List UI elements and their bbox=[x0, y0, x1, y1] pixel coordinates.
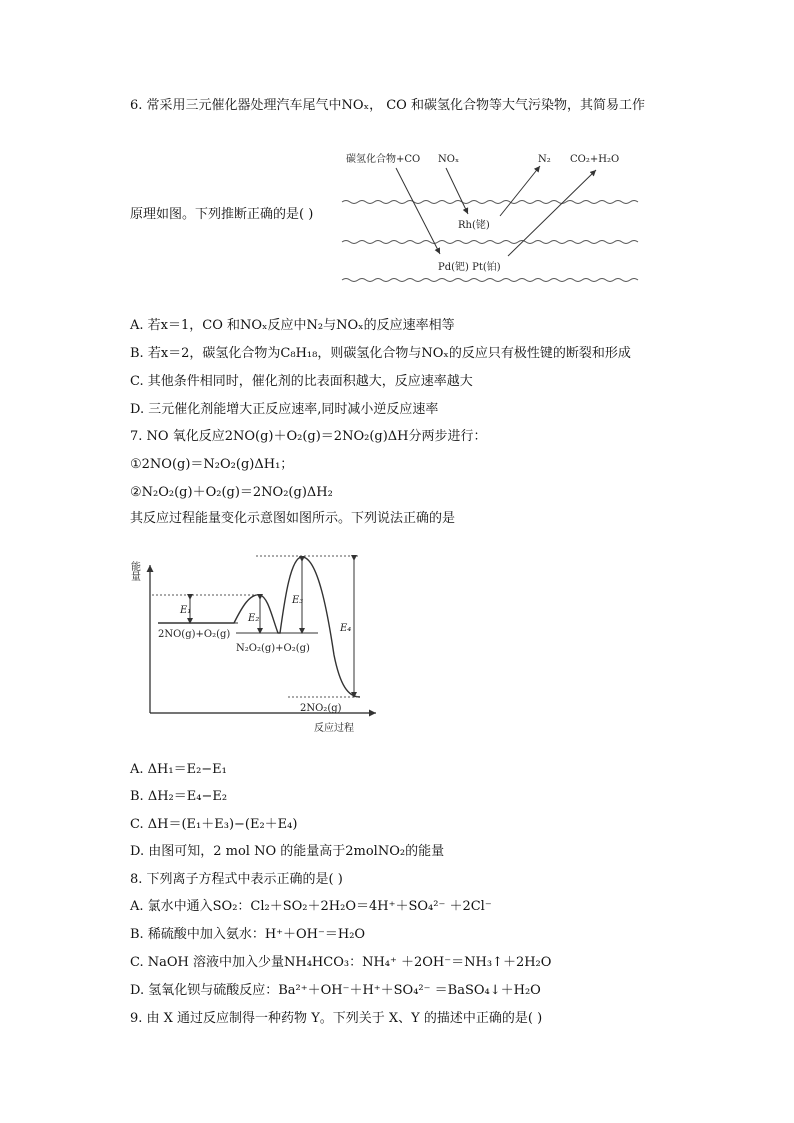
arrow-pt-to-co2-h2o bbox=[508, 170, 596, 256]
q8-option-a: A. 氯水中通入SO₂：Cl₂＋SO₂＋2H₂O＝4H⁺＋SO₄²⁻ ＋2Cl⁻ bbox=[130, 899, 492, 914]
q7-step2: ②N₂O₂(g)＋O₂(g)＝2NO₂(g)ΔH₂ bbox=[130, 485, 333, 500]
label-nox: NOₓ bbox=[438, 154, 460, 165]
q8-option-b: B. 稀硫酸中加入氨水：H⁺＋OH⁻＝H₂O bbox=[130, 927, 366, 942]
q7-option-c: C. ΔH＝(E₁＋E₃)−(E₂＋E₄) bbox=[130, 817, 298, 832]
q7-stem-line1: 7. NO 氧化反应2NO(g)＋O₂(g)＝2NO₂(g)ΔH分两步进行： bbox=[130, 429, 487, 444]
label-intermediate: N₂O₂(g)+O₂(g) bbox=[236, 643, 310, 654]
q9-stem: 9. 由 X 通过反应制得一种药物 Y。下列关于 X、Y 的描述中正确的是( ) bbox=[130, 1011, 543, 1026]
label-co2-h2o: CO₂+H₂O bbox=[570, 154, 620, 165]
label-n2: N₂ bbox=[538, 154, 551, 165]
energy-curve bbox=[158, 557, 360, 697]
q7-stem-line2: 其反应过程能量变化示意图如图所示。下列说法正确的是 bbox=[130, 511, 456, 526]
y-axis-label: 能量 bbox=[128, 561, 140, 581]
label-e3: E₃ bbox=[292, 595, 304, 606]
q7-option-b: B. ΔH₂＝E₄−E₂ bbox=[130, 789, 228, 804]
q8-option-d: D. 氢氧化钡与硫酸反应：Ba²⁺＋OH⁻＋H⁺＋SO₄²⁻ ＝BaSO₄↓＋H₂O bbox=[130, 983, 541, 998]
label-e4: E₄ bbox=[340, 623, 352, 634]
label-product: 2NO₂(g) bbox=[300, 703, 342, 714]
wavy-line-2 bbox=[342, 241, 638, 244]
q6-option-a: A. 若x＝1，CO 和NOₓ反应中N₂与NOₓ的反应速率相等 bbox=[130, 318, 455, 333]
label-reactant: 2NO(g)+O₂(g) bbox=[158, 629, 231, 640]
q6-stem-line1: 6. 常采用三元催化器处理汽车尾气中NOₓ， CO 和碳氢化合物等大气污染物，其简易工作 bbox=[130, 98, 645, 113]
wavy-line-1 bbox=[342, 201, 638, 204]
wavy-line-3 bbox=[342, 279, 638, 282]
q6-option-c: C. 其他条件相同时，催化剂的比表面积越大，反应速率越大 bbox=[130, 374, 473, 389]
q7-step1: ①2NO(g)＝N₂O₂(g)ΔH₁； bbox=[130, 457, 294, 472]
arrow-rh-to-n2 bbox=[500, 166, 540, 216]
x-axis-label: 反应过程 bbox=[314, 723, 354, 734]
q6-stem-line2: 原理如图。下列推断正确的是( ) bbox=[130, 207, 314, 222]
q7-option-a: A. ΔH₁＝E₂−E₁ bbox=[130, 762, 227, 777]
label-rh: Rh(铑) bbox=[458, 220, 490, 231]
q6-option-b: B. 若x＝2，碳氢化合物为C₈H₁₈，则碳氢化合物与NOₓ的反应只有极性键的断裂和形成 bbox=[130, 346, 631, 361]
label-e1: E₁ bbox=[180, 605, 192, 616]
q8-stem: 8. 下列离子方程式中表示正确的是( ) bbox=[130, 872, 343, 887]
arrow-nox-to-rh bbox=[446, 168, 468, 214]
q7-option-d: D. 由图可知，2 mol NO 的能量高于2molNO₂的能量 bbox=[130, 844, 445, 859]
q6-option-d: D. 三元催化剂能增大正反应速率,同时减小逆反应速率 bbox=[130, 402, 439, 417]
arrow-hc-co-to-pd bbox=[396, 168, 440, 254]
energy-profile-diagram bbox=[128, 545, 388, 740]
q8-option-c: C. NaOH 溶液中加入少量NH₄HCO₃：NH₄⁺ ＋2OH⁻＝NH₃↑＋2H₂O bbox=[130, 955, 552, 970]
label-pd-pt: Pd(钯) Pt(铂) bbox=[438, 262, 501, 273]
label-hc-co: 碳氢化合物+CO bbox=[346, 154, 421, 165]
label-e2: E₂ bbox=[248, 613, 260, 624]
catalytic-converter-diagram bbox=[338, 146, 658, 291]
